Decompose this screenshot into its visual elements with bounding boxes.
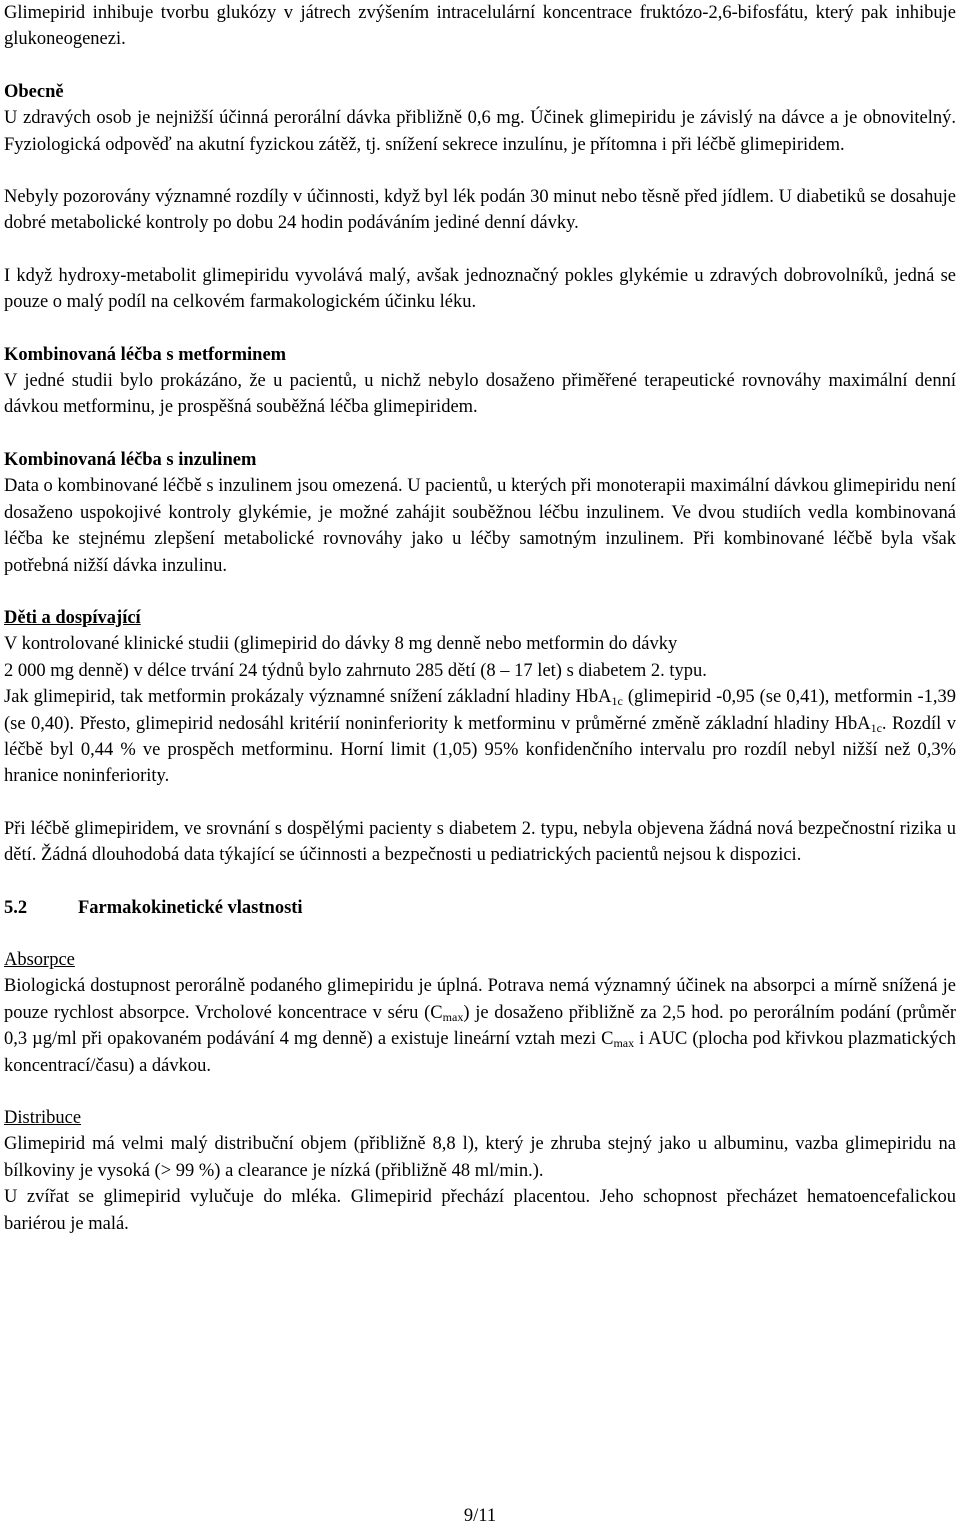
section-5-2-heading — [4, 895, 956, 921]
heading-inzulin: Kombinovaná léčba s inzulinem — [4, 449, 257, 470]
section-inzulin — [4, 447, 956, 579]
heading-obecne: Obecně — [4, 81, 64, 102]
section-title: Farmakokinetické vlastnosti — [78, 897, 303, 918]
deti-line-1: V kontrolované klinické studii (glimepirid do dávky 8 mg denně nebo metformin do dávky — [4, 634, 678, 655]
absorpce-paragraph — [4, 973, 956, 1079]
section-obecne — [4, 79, 956, 158]
heading-absorpce: Absorpce — [4, 949, 75, 970]
document-page — [4, 0, 956, 1237]
distribuce-paragraph-2: U zvířat se glimepirid vylučuje do mléka. Glimepirid přechází placentou. Jeho schopnost přecházet hematoencefalickou bariérou je malá. — [4, 1187, 956, 1234]
obecne-paragraph: U zdravých osob je nejnižší účinná perorální dávka přibližně 0,6 mg. Účinek glimepiridu je závislý na dávce a je obnovitelný. Fyziologická odpověď na akutní fyzickou zátěž, tj. snížení sekrece inzulínu, je přítomna i při léčbě glimepiridem. — [4, 108, 956, 155]
inzulin-paragraph: Data o kombinované léčbě s inzulinem jsou omezená. U pacientů, u kterých při monoterapii maximální dávkou glimepiridu není dosaženo uspokojivé kontroly glykémie, je možné zahájit souběžnou léčbu inzulinem. Ve dvou studiích vedla kombinovaná léčba ke stejnému zlepšení metabolické rovnováhy jako u léčby samotným inzulinem. Při kombinované léčbě byla však potřebná nižší dávka inzulinu. — [4, 476, 956, 576]
absorpce-text-b: ) je dosaženo přibližně za 2,5 hod. po perorálním podání (průměr 0,3 µg/ml při opakovaném podávání 4 mg denně) a existuje lineární vztah mezi C — [4, 1002, 956, 1050]
absorpce-text-c: i AUC (plocha pod křivkou plazmatických koncentrací/času) a dávkou. — [4, 1029, 956, 1076]
hydroxy-paragraph: I když hydroxy-metabolit glimepiridu vyvolává malý, avšak jednoznačný pokles glykémie u zdravých dobrovolníků, jedná se pouze o malý podíl na celkovém farmakologickém účinku léku. — [4, 265, 956, 313]
section-distribuce — [4, 1105, 956, 1237]
deti-hba1c-paragraph — [4, 684, 956, 790]
deti-hba1c-text-b: (glimepirid -0,95 (se 0,41), metformin -1,39 (se 0,40). Přesto, glimepirid nedosáhl kritérií noninferiority k metforminu v průměrné změně základní hladiny HbA — [4, 687, 956, 734]
heading-metformin: Kombinovaná léčba s metforminem — [4, 344, 287, 365]
intro-paragraph: Glimepirid inhibuje tvorbu glukózy v játrech zvýšením intracelulární koncentrace fruktózo-2,6-bifosfátu, který pak inhibuje glukoneogenezi. — [4, 3, 956, 50]
section-absorpce — [4, 947, 956, 1079]
deti-hba1c-text-c: . Rozdíl v léčbě byl 0,44 % ve prospěch metforminu. Horní limit (1,05) 95% konfidenčního intervalu pro rozdíl nebyl nižší než 0,3% hranice noninferiority. — [4, 713, 956, 787]
nebyly-paragraph: Nebyly pozorovány významné rozdíly v účinnosti, když byl lék podán 30 minut nebo těsně před jídlem. U diabetiků se dosahuje dobré metabolické kontroly po dobu 24 hodin podáváním jediné denní dávky. — [4, 187, 956, 234]
section-metformin — [4, 342, 956, 421]
metformin-paragraph: V jedné studii bylo prokázáno, že u pacientů, u nichž nebylo dosaženo přiměřené terapeutické rovnováhy maximální denní dávkou metforminu, je prospěšná souběžná léčba glimepiridem. — [4, 371, 956, 418]
deti-hba1c-text-a: Jak glimepirid, tak metformin prokázaly významné snížení základní hladiny HbA — [4, 687, 612, 708]
hba1c-subscript: 1c — [611, 694, 623, 709]
cmax-subscript: max — [613, 1036, 635, 1051]
absorpce-text-a: Biologická dostupnost perorálně podaného glimepiridu je úplná. Potrava nemá významný účinek na absorpci a mírně snížená je pouze rychlost absorpce. Vrcholové koncentrace v séru (C — [4, 976, 956, 1023]
heading-deti: Děti a dospívající — [4, 607, 141, 628]
hba1c-subscript: 1c — [870, 720, 882, 735]
deti-safety-paragraph: Při léčbě glimepiridem, ve srovnání s dospělými pacienty s diabetem 2. typu, nebyla objevena žádná nová bezpečnostní rizika u dětí. Žádná dlouhodobá data týkající se účinnosti a bezpečnosti u pediatrických pacientů nejsou k dispozici. — [4, 818, 956, 866]
cmax-subscript: max — [442, 1009, 464, 1024]
heading-distribuce: Distribuce — [4, 1108, 82, 1128]
deti-line-2: 2 000 mg denně) v délce trvání 24 týdnů bylo zahrnuto 285 dětí (8 – 17 let) s diabetem 2. typu. — [4, 660, 707, 681]
section-number: 5.2 — [4, 897, 28, 918]
section-deti — [4, 605, 956, 869]
distribuce-paragraph-1: Glimepirid má velmi malý distribuční objem (přibližně 8,8 l), který je zhruba stejný jako u albuminu, vazba glimepiridu na bílkoviny je vysoká (> 99 %) a clearance je nízká (přibližně 48 ml/min.). — [4, 1134, 956, 1181]
page-number: 9/11 — [463, 1506, 497, 1526]
